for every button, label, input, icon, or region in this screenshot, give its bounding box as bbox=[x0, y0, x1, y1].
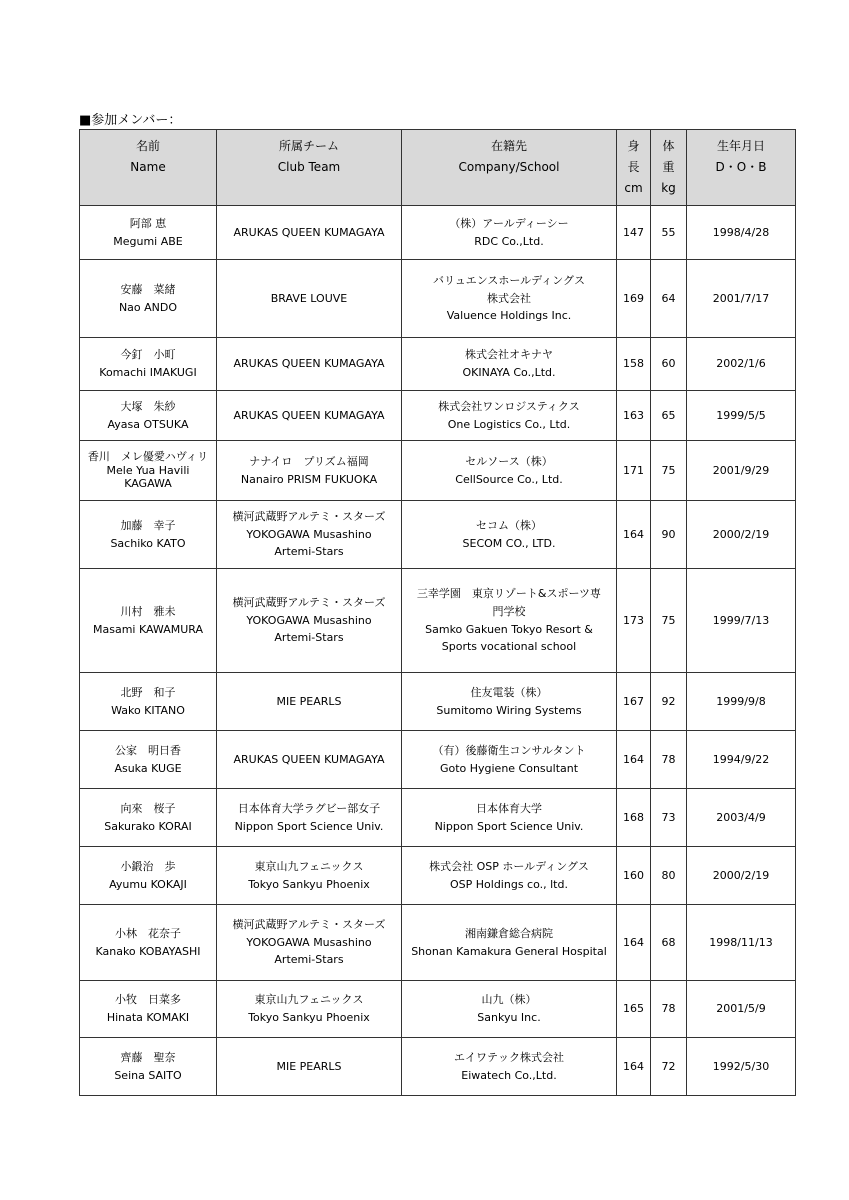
cell-height: 171 bbox=[617, 441, 651, 501]
cell-dob: 1992/5/30 bbox=[687, 1038, 796, 1096]
header-team: 所属チーム Club Team bbox=[217, 130, 402, 206]
cell-company: 住友電装（株） Sumitomo Wiring Systems bbox=[402, 673, 617, 731]
cell-dob: 1999/7/13 bbox=[687, 569, 796, 673]
cell-height: 164 bbox=[617, 731, 651, 789]
cell-team: 日本体育大学ラグビー部女子 Nippon Sport Science Univ. bbox=[217, 789, 402, 847]
cell-weight: 92 bbox=[651, 673, 687, 731]
table-row bbox=[80, 673, 796, 731]
cell-height: 167 bbox=[617, 673, 651, 731]
cell-dob: 1999/5/5 bbox=[687, 391, 796, 441]
cell-height: 158 bbox=[617, 338, 651, 391]
cell-company: 株式会社 OSP ホールディングス OSP Holdings co., ltd. bbox=[402, 847, 617, 905]
table-row bbox=[80, 847, 796, 905]
cell-name: 加藤 幸子 Sachiko KATO bbox=[80, 501, 217, 569]
section-title: ■参加メンバー： bbox=[79, 113, 182, 128]
cell-weight: 75 bbox=[651, 569, 687, 673]
cell-name: 向來 桜子 Sakurako KORAI bbox=[80, 789, 217, 847]
table-row bbox=[80, 981, 796, 1038]
cell-name: 阿部 恵 Megumi ABE bbox=[80, 206, 217, 260]
cell-team: ARUKAS QUEEN KUMAGAYA bbox=[217, 338, 402, 391]
cell-company: セルソース（株） CellSource Co., Ltd. bbox=[402, 441, 617, 501]
cell-height: 165 bbox=[617, 981, 651, 1038]
cell-team: 東京山九フェニックス Tokyo Sankyu Phoenix bbox=[217, 847, 402, 905]
cell-team: ARUKAS QUEEN KUMAGAYA bbox=[217, 391, 402, 441]
cell-company: 株式会社ワンロジスティクス One Logistics Co., Ltd. bbox=[402, 391, 617, 441]
table-row bbox=[80, 789, 796, 847]
cell-name: 川村 雅未 Masami KAWAMURA bbox=[80, 569, 217, 673]
cell-team: 横河武蔵野アルテミ・スターズ YOKOGAWA Musashino Artemi-Stars bbox=[217, 501, 402, 569]
cell-name: 今釘 小町 Komachi IMAKUGI bbox=[80, 338, 217, 391]
cell-dob: 1998/4/28 bbox=[687, 206, 796, 260]
cell-height: 163 bbox=[617, 391, 651, 441]
cell-height: 160 bbox=[617, 847, 651, 905]
cell-company: 山九（株） Sankyu Inc. bbox=[402, 981, 617, 1038]
cell-weight: 55 bbox=[651, 206, 687, 260]
cell-weight: 65 bbox=[651, 391, 687, 441]
cell-team: MIE PEARLS bbox=[217, 1038, 402, 1096]
members-table bbox=[79, 129, 796, 1096]
cell-name: 香川 メレ優愛ハヴィリ Mele Yua Havili KAGAWA bbox=[80, 441, 217, 501]
cell-name: 大塚 朱紗 Ayasa OTSUKA bbox=[80, 391, 217, 441]
cell-height: 164 bbox=[617, 1038, 651, 1096]
cell-name: 小林 花奈子 Kanako KOBAYASHI bbox=[80, 905, 217, 981]
cell-company: セコム（株） SECOM CO., LTD. bbox=[402, 501, 617, 569]
table-row bbox=[80, 206, 796, 260]
cell-dob: 2001/9/29 bbox=[687, 441, 796, 501]
header-height: 身 長 cm bbox=[617, 130, 651, 206]
cell-height: 164 bbox=[617, 501, 651, 569]
cell-dob: 1999/9/8 bbox=[687, 673, 796, 731]
cell-team: ナナイロ プリズム福岡 Nanairo PRISM FUKUOKA bbox=[217, 441, 402, 501]
table-row bbox=[80, 338, 796, 391]
cell-name: 小牧 日菜多 Hinata KOMAKI bbox=[80, 981, 217, 1038]
cell-dob: 2000/2/19 bbox=[687, 847, 796, 905]
cell-name: 安藤 菜緒 Nao ANDO bbox=[80, 260, 217, 338]
cell-team: ARUKAS QUEEN KUMAGAYA bbox=[217, 731, 402, 789]
cell-dob: 1994/9/22 bbox=[687, 731, 796, 789]
cell-weight: 60 bbox=[651, 338, 687, 391]
header-name: 名前 Name bbox=[80, 130, 217, 206]
cell-weight: 68 bbox=[651, 905, 687, 981]
table-row bbox=[80, 569, 796, 673]
cell-weight: 78 bbox=[651, 981, 687, 1038]
table-row bbox=[80, 1038, 796, 1096]
cell-company: 日本体育大学 Nippon Sport Science Univ. bbox=[402, 789, 617, 847]
cell-weight: 90 bbox=[651, 501, 687, 569]
cell-name: 小鍛治 歩 Ayumu KOKAJI bbox=[80, 847, 217, 905]
cell-team: 横河武蔵野アルテミ・スターズ YOKOGAWA Musashino Artemi-Stars bbox=[217, 569, 402, 673]
cell-name: 公家 明日香 Asuka KUGE bbox=[80, 731, 217, 789]
cell-company: エイワテック株式会社 Eiwatech Co.,Ltd. bbox=[402, 1038, 617, 1096]
cell-height: 164 bbox=[617, 905, 651, 981]
cell-weight: 80 bbox=[651, 847, 687, 905]
cell-company: バリュエンスホールディングス 株式会社 Valuence Holdings Inc. bbox=[402, 260, 617, 338]
cell-dob: 2002/1/6 bbox=[687, 338, 796, 391]
cell-height: 147 bbox=[617, 206, 651, 260]
cell-height: 173 bbox=[617, 569, 651, 673]
cell-company: 三幸学園 東京リゾート&スポーツ専 門学校 Samko Gakuen Tokyo Resort & Sports vocational school bbox=[402, 569, 617, 673]
header-row bbox=[80, 130, 796, 206]
cell-dob: 2003/4/9 bbox=[687, 789, 796, 847]
cell-weight: 64 bbox=[651, 260, 687, 338]
table-row bbox=[80, 260, 796, 338]
cell-dob: 2001/5/9 bbox=[687, 981, 796, 1038]
cell-team: MIE PEARLS bbox=[217, 673, 402, 731]
cell-name: 北野 和子 Wako KITANO bbox=[80, 673, 217, 731]
cell-company: （有）後藤衛生コンサルタント Goto Hygiene Consultant bbox=[402, 731, 617, 789]
table-row bbox=[80, 731, 796, 789]
table-row bbox=[80, 441, 796, 501]
cell-company: 湘南鎌倉総合病院 Shonan Kamakura General Hospital bbox=[402, 905, 617, 981]
cell-team: 東京山九フェニックス Tokyo Sankyu Phoenix bbox=[217, 981, 402, 1038]
cell-weight: 72 bbox=[651, 1038, 687, 1096]
header-dob: 生年月日 D・O・B bbox=[687, 130, 796, 206]
cell-company: 株式会社オキナヤ OKINAYA Co.,Ltd. bbox=[402, 338, 617, 391]
table-row bbox=[80, 501, 796, 569]
cell-weight: 75 bbox=[651, 441, 687, 501]
cell-dob: 2000/2/19 bbox=[687, 501, 796, 569]
cell-name: 齊藤 聖奈 Seina SAITO bbox=[80, 1038, 217, 1096]
header-weight: 体 重 kg bbox=[651, 130, 687, 206]
cell-weight: 73 bbox=[651, 789, 687, 847]
table-row bbox=[80, 391, 796, 441]
cell-team: BRAVE LOUVE bbox=[217, 260, 402, 338]
cell-team: ARUKAS QUEEN KUMAGAYA bbox=[217, 206, 402, 260]
cell-height: 168 bbox=[617, 789, 651, 847]
cell-team: 横河武蔵野アルテミ・スターズ YOKOGAWA Musashino Artemi-Stars bbox=[217, 905, 402, 981]
table-row bbox=[80, 905, 796, 981]
cell-company: （株）アールディーシー RDC Co.,Ltd. bbox=[402, 206, 617, 260]
cell-weight: 78 bbox=[651, 731, 687, 789]
cell-height: 169 bbox=[617, 260, 651, 338]
cell-dob: 2001/7/17 bbox=[687, 260, 796, 338]
cell-dob: 1998/11/13 bbox=[687, 905, 796, 981]
header-company: 在籍先 Company/School bbox=[402, 130, 617, 206]
